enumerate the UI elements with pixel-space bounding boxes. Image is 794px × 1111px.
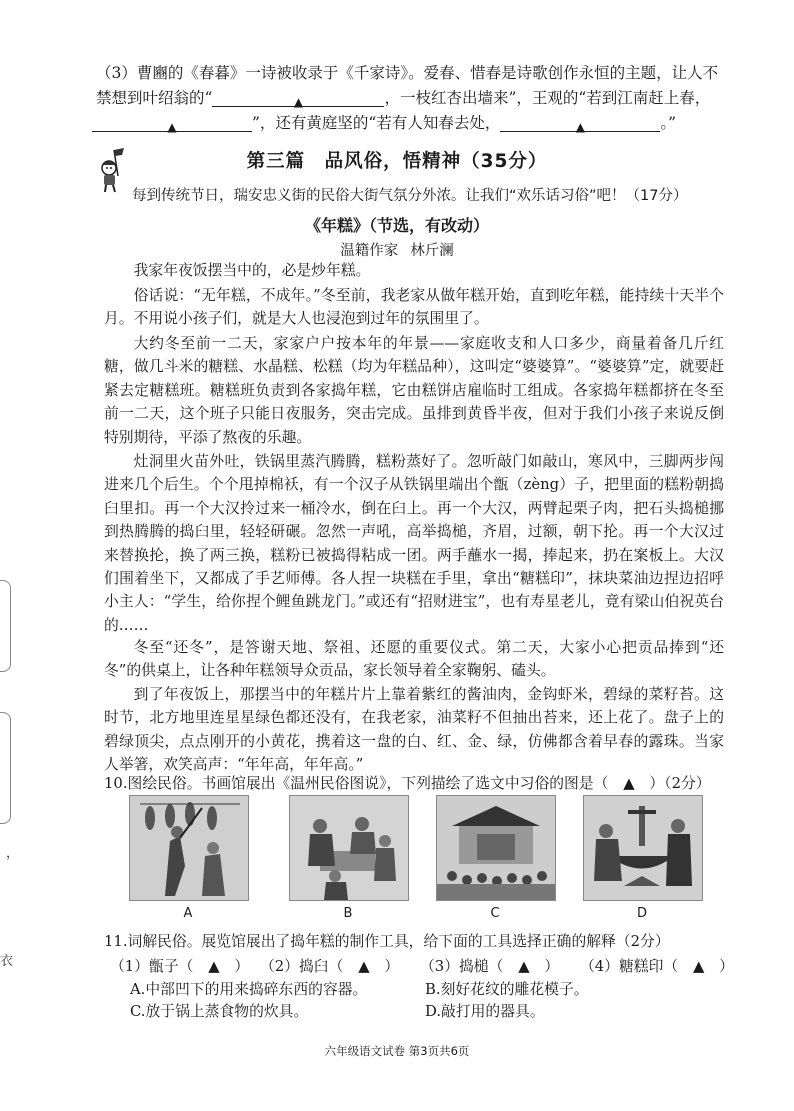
triangle-icon: ▲	[293, 95, 304, 109]
q11-item-4: （4）糖糕印（ ▲ ）	[580, 958, 734, 975]
q11-option-a: A.中部凹下的用来捣碎东西的容器。	[130, 981, 368, 998]
answer-blank-1[interactable]	[212, 90, 384, 107]
author-name: 林斤澜	[410, 243, 454, 259]
picture-c[interactable]	[436, 795, 556, 901]
paragraph-3: 大约冬至前一二天，家家户户按本年的年景——家庭收支和人口多少，商量着备几斤红糖，做几斗米的糖糕、水晶糕、松糕（均为年糕品种），这叫定“婆婆算”。“婆婆算”定，就要赶紧去定糖糕班。糖糕班负责到各家捣年糕，它由糕饼店雇临时工组成。各家捣年糕都挤在冬至前一二天，这个班子只能日夜服务，突击完成。虽排到黄昏半夜，但对于我们小孩子来说反倒特别期待，平添了熬夜的乐趣。	[104, 335, 724, 446]
triangle-icon: ▲	[575, 120, 585, 134]
triangle-icon: ▲	[167, 120, 177, 134]
margin-bracket-top	[0, 580, 11, 672]
picture-b-label: B	[343, 906, 353, 921]
q11-option-d: D.敲打用的器具。	[425, 1003, 545, 1020]
festival-drawing-b-icon	[290, 796, 408, 900]
q3-line-2	[96, 87, 736, 109]
article-author	[0, 239, 794, 260]
answer-blank-2[interactable]	[92, 115, 252, 132]
picture-c-label: C	[490, 906, 500, 921]
q11-item-2: （2）捣臼（ ▲ ）	[260, 958, 400, 975]
section-title: 第三篇 品风俗，悟精神（35分）	[246, 151, 548, 172]
answer-blank-3[interactable]	[500, 115, 660, 132]
author-label: 温籍作家	[340, 243, 399, 259]
paragraph-6: 到了年夜饭上，那摆当中的年糕片片上靠着紫红的酱油肉，金钩虾米，碧绿的菜籽苔。这时节，北方地里连星星绿色都还没有，在我老家，油菜籽不但抽出苔来，还上花了。盘子上的碧绿顶尖，点点刚开的小黄花，携着这一盘的白、红、金、绿，仿佛都含着早春的露珠。当家人举箸，欢笑高声：“年年高，年年高。”	[104, 686, 724, 774]
paragraph-4: 灶洞里火苗外吐，铁锅里蒸汽腾腾，糕粉蒸好了。忽听敲门如敲山，寒风中，三脚两步闯进来几个后生。个个甩掉棉袄，有一个汉子从铁锅里端出个甑（zèng）子，把里面的糕粉朝捣臼里扣。再一个大汉拎过来一桶冷水，倒在臼上。再一个大汉，两臂起栗子肉，把石头捣槌挪到热腾腾的捣臼里，轻轻研碾。忽然一声吼，高举捣槌，齐眉，过额，朝下抡。再一个大汉过来替换抡，换了两三换，糕粉已被捣得粘成一团。两手蘸水一揭，捧起来，扔在案板上。大汉们围着坐下，又都成了手艺师傅。各人捏一块糕在手里，拿出“糖糕印”，抹块菜油边捏边招呼小主人：“学生，给你捏个鲤鱼跳龙门。”或还有“招财进宝”，也有寿星老儿，竟有梁山伯祝英台的……	[104, 453, 724, 634]
paragraph-5: 冬至“还冬”，是答谢天地、祭祖、还愿的重要仪式。第二天，大家小心把贡品捧到“还冬”的供桌上，让各种年糕领导众贡品，家长领导着全家鞠躬、磕头。	[104, 639, 724, 680]
section-intro: 每到传统节日，瑞安忠义街的民俗大街气氛分外浓。让我们“欢乐话习俗”吧！（17分）	[132, 188, 688, 204]
q11-option-c: C.放于锅上蒸食物的炊具。	[130, 1003, 309, 1020]
q3-line-3	[92, 112, 732, 134]
article-title: 《年糕》（节选，有改动）	[304, 216, 489, 235]
picture-a-label: A	[183, 906, 193, 921]
festival-drawing-d-icon	[584, 796, 702, 900]
page-footer: 六年级语文试卷 第3页共6页	[324, 1044, 470, 1058]
picture-a[interactable]	[129, 795, 249, 901]
paragraph-2: 俗话说：“无年糕，不成年。”冬至前，我老家从做年糕开始，直到吃年糕，能持续十天半个月。不用说小孩子们，就是大人也浸泡到过年的氛围里了。	[104, 287, 724, 328]
q3-line-2b: ，一枝红杏出墙来”，王观的“若到江南赶上春，	[384, 89, 711, 107]
paragraph-1: 我家年夜饭摆当中的，必是炒年糕。	[133, 262, 371, 279]
q11-item-3: （3）捣槌（ ▲ ）	[420, 958, 560, 975]
margin-bracket-bottom	[0, 712, 11, 824]
q11-item-1: （1）甑子（ ▲ ）	[110, 958, 250, 975]
question-10: 10.图绘民俗。书画馆展出《温州民俗图说》，下列描绘了选文中习俗的图是（ ▲ ）（2分）	[104, 775, 711, 792]
question-11: 11.词解民俗。展览馆展出了捣年糕的制作工具，给下面的工具选择正确的解释（2分）	[104, 933, 670, 950]
q3-line-3a: ”，还有黄庭坚的“若有人知春去处，	[252, 114, 501, 132]
q3-line-2a: 禁想到叶绍翁的“	[96, 89, 213, 107]
margin-char: 衣	[0, 954, 14, 969]
festival-drawing-a-icon	[130, 796, 248, 900]
picture-b[interactable]	[289, 795, 409, 901]
picture-d-label: D	[636, 906, 647, 921]
picture-d[interactable]	[583, 795, 703, 901]
q11-option-b: B.刻好花纹的雕花模子。	[425, 981, 589, 998]
margin-comma: ，	[6, 846, 20, 861]
q3-line-3b: 。”	[660, 114, 677, 132]
q3-line-1: （3）曹豳的《春暮》一诗被收录于《千家诗》。爱春、惜春是诗歌创作永恒的主题，让人不	[96, 64, 719, 82]
festival-drawing-c-icon	[437, 796, 555, 900]
